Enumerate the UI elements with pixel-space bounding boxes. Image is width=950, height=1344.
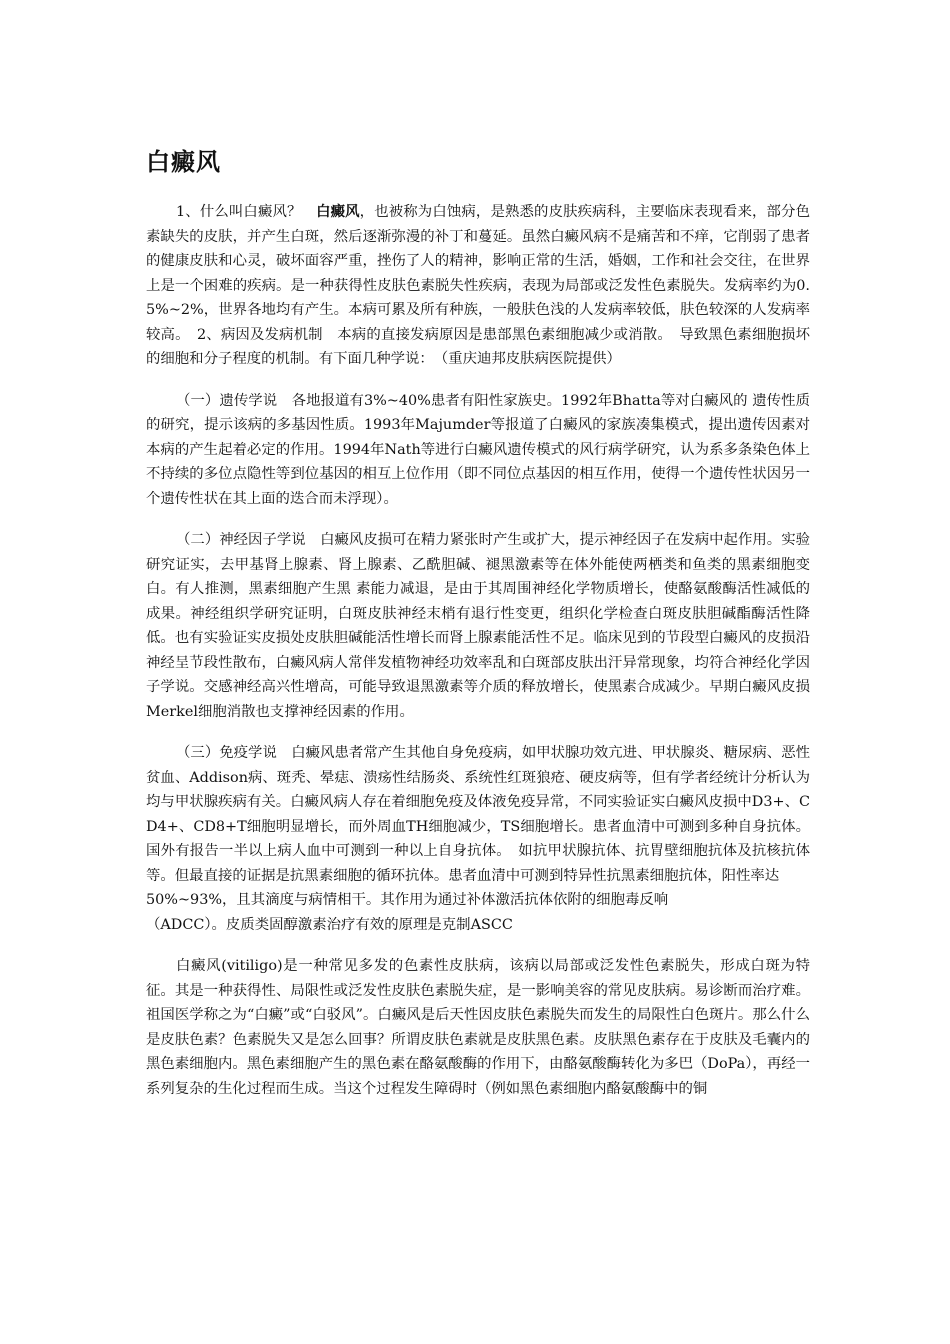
paragraph-1-intro: 1、什么叫白癜风？: [176, 204, 317, 220]
paragraph-vitiligo-overview: 白癜风(vitiligo)是一种常见多发的色素性皮肤病，该病以局部或泛发性色素脱失，形成白斑为特征。其是一种获得性、局限性或泛发性皮肤色素脱失症，是一影响美容的常见皮肤病。易诊断而治疗难。祖国医学称之为“白癜”或“白驳风”。白癜风是后天性因皮肤色素脱失而发生的局限性白色斑片。那么什么是皮肤色素？色素脱失又是怎么回事？所谓皮肤色素就是皮肤黑色素。皮肤黑色素存在于皮肤及毛囊内的黑色素细胞内。黑色素细胞产生的黑色素在酪氨酸酶的作用下，由酪氨酸酶转化为多巴（DoPa），再经一系列复杂的生化过程而生成。当这个过程发生障碍时（例如黑色素细胞内酪氨酸酶中的铜: [146, 958, 810, 1097]
paragraph-1-body: ，也被称为白蚀病，是熟悉的皮肤疾病科，主要临床表现看来，部分色素缺失的皮肤，并产生白斑，然后逐渐弥漫的补丁和蔓延。虽然白癜风病不是痛苦和不痒，它削弱了患者的健康皮肤和心灵，破坏面容严重，挫伤了人的精神，影响正常的生活，婚姻，工作和社会交往，在世界上是一个困难的疾病。是一种获得性皮肤色素脱失性疾病，表现为局部或泛发性色素脱失。发病率约为0.5%~2%，世界各地均有产生。本病可累及所有种族，一般肤色浅的人发病率较低，肤色较深的人发病率较高。 2、病因及发病机制 本病的直接发病原因是患部黑色素细胞减少或消散。 导致黑色素细胞损坏的细胞和分子程度的机制。有下面几种学说： （重庆迪邦皮肤病医院提供）: [146, 204, 810, 367]
paragraph-immune-theory: [146, 741, 810, 937]
paragraph-4-main: （三）免疫学说 白癜风患者常产生其他自身免疫病，如甲状腺功效亢进、甲状腺炎、糖尿病、恶性贫血、Addison病、斑秃、晕痣、溃疡性结肠炎、系统性红斑狼疮、硬皮病等，但有学者经统计分析认为均与甲状腺疾病有关。白癜风病人存在着细胞免疫及体液免疫异常，不同实验证实白癜风皮损中D3+、CD4+、CD8+T细胞明显增长，而外周血TH细胞减少，TS细胞增长。患者血清中可测到多种自身抗体。国外有报告一半以上病人血中可测到一种以上自身抗体。 如抗甲状腺抗体、抗胃壁细胞抗体及抗核抗体等。但最直接的证据是抗黑素细胞的循环抗体。患者血清中可测到特异性抗黑素细胞抗体，阳性率达: [146, 745, 810, 884]
paragraph-what-is-vitiligo: [146, 200, 810, 372]
paragraph-4-line-10: （ADCC）。皮质类固醇激素治疗有效的原理是克制ASCC: [146, 916, 513, 933]
document-body: [146, 200, 810, 1101]
bold-term-vitiligo: 白癜风: [316, 203, 360, 220]
paragraph-4-line-9: 50%~93%，且其滴度与病情相干。其作用为通过补体激活抗体依附的细胞毒反响: [146, 892, 669, 908]
paragraph-genetic-theory: （一）遗传学说 各地报道有3%~40%患者有阳性家族史。1992年Bhatta等对白癜风的 遗传性质的研究，提示该病的多基因性质。1993年Majumder等报道了白癜风的家族凑集模式，提出遗传因素对本病的产生起着必定的作用。1994年Nath等进行白癜风遗传模式的风行病学研究，认为系多条染色体上不持续的多位点隐性等到位基因的相互上位作用（即不同位点基因的相互作用，使得一个遗传性状因另一个遗传性状在其上面的迭合而未浮现）。: [146, 392, 810, 507]
document-title: 白癜风: [146, 148, 221, 176]
paragraph-neural-theory: （二）神经因子学说 白癜风皮损可在精力紧张时产生或扩大，提示神经因子在发病中起作用。实验研究证实，去甲基肾上腺素、肾上腺素、乙酰胆碱、褪黑激素等在体外能使两栖类和鱼类的黑素细胞变白。有人推测，黑素细胞产生黑 素能力减退，是由于其周围神经化学物质增长，使酪氨酸酶活性减低的成果。神经组织学研究证明，白斑皮肤神经末梢有退行性变更，组织化学检查白斑皮肤胆碱酯酶活性降低。也有实验证实皮损处皮肤胆碱能活性增长而肾上腺素能活性不足。临床见到的节段型白癜风的皮损沿神经呈节段性散布，白癜风病人常伴发植物神经功效率乱和白斑部皮肤出汗异常现象，均符合神经化学因子学说。交感神经高兴性增高，可能导致退黑激素等介质的释放增长，使黑素合成减少。早期白癜风皮损Merkel细胞消散也支撑神经因素的作用。: [146, 532, 810, 720]
